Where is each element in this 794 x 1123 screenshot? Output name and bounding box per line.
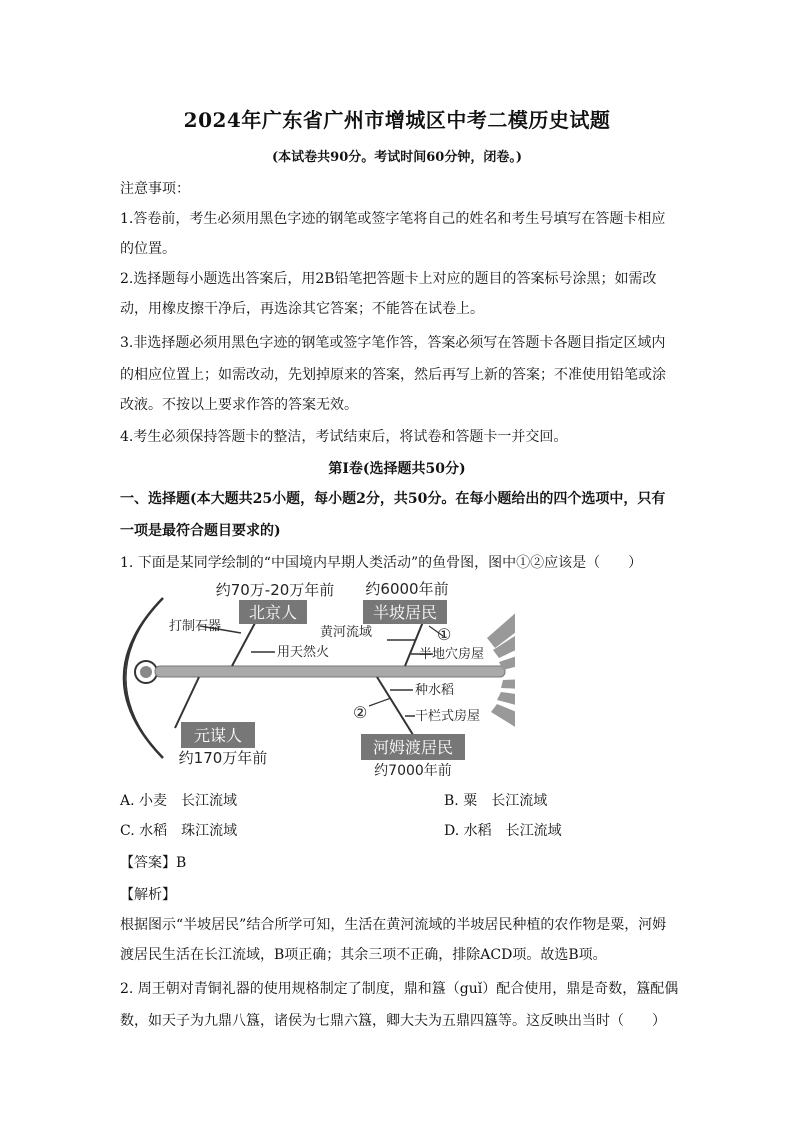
section-instruction: 一、选择题(本大题共25小题，每小题2分，共50分。在每小题给出的四个选项中，只有 — [120, 491, 666, 507]
beijing-fact-tools: 打制石器 — [169, 619, 222, 634]
tail-fin — [501, 678, 515, 690]
notice-heading: 注意事项： — [120, 181, 190, 197]
banpo-fact-region: 黄河流域 — [320, 625, 373, 640]
banpo-label: 半坡居民 — [372, 603, 438, 622]
option-a: A. 小麦 长江流域 — [120, 793, 238, 809]
bone-hemudu — [377, 677, 415, 738]
section-instruction: 一项是最符合题目要求的) — [120, 523, 281, 539]
notice-line: 改液。不按以上要求作答的答案无效。 — [120, 397, 358, 413]
marker-2: ② — [353, 703, 368, 722]
pointer-2 — [369, 698, 391, 706]
notice-line: 3.非选择题必须用黑色字迹的钢笔或签字笔作答，答案必须写在答题卡各题目指定区域内 — [120, 335, 666, 351]
option-c: C. 水稻 珠江流域 — [120, 823, 238, 839]
beijing-label: 北京人 — [248, 603, 298, 622]
beijing-fact-fire: 用天然火 — [277, 645, 330, 660]
beijing-time: 约70万-20万年前 — [215, 581, 335, 599]
banpo-fact-house: 半地穴房屋 — [419, 647, 485, 662]
answer-label: 【答案】B — [120, 855, 187, 871]
hemudu-time: 约7000年前 — [374, 763, 452, 779]
fishbone-diagram — [115, 578, 515, 780]
analysis-heading: 【解析】 — [120, 887, 176, 903]
option-b: B. 粟 长江流域 — [444, 793, 548, 809]
hemudu-fact-rice: 种水稻 — [415, 683, 455, 698]
notice-line: 的相应位置上；如需改动，先划掉原来的答案，然后再写上新的答案；不准使用铅笔或涂 — [120, 367, 666, 383]
marker-1: ① — [437, 625, 452, 644]
fish-eye-pupil — [140, 666, 152, 678]
notice-line: 1.答卷前，考生必须用黑色字迹的钢笔或签字笔将自己的姓名和考生号填写在答题卡相应 — [120, 211, 666, 227]
question-2-stem: 2. 周王朝对青铜礼器的使用规格制定了制度，鼎和簋（guǐ）配合使用，鼎是奇数，簋配偶 — [120, 981, 679, 997]
yuanmou-time: 约170万年前 — [178, 749, 268, 767]
question-2-stem: 数，如天子为九鼎八簋，诸侯为七鼎六簋，卿大夫为五鼎四簋等。这反映出当时（ ） — [120, 1013, 666, 1029]
bone-yuanmou — [175, 677, 199, 728]
notice-line: 动，用橡皮擦干净后，再选涂其它答案；不能答在试卷上。 — [120, 301, 484, 317]
hemudu-fact-house: 干栏式房屋 — [415, 709, 481, 724]
hemudu-label: 河姆渡居民 — [372, 738, 454, 757]
exam-subtitle: (本试卷共90分。考试时间60分钟，闭卷。) — [272, 150, 522, 165]
question-1-stem: 1. 下面是某同学绘制的“中国境内早期人类活动”的鱼骨图，图中①②应该是（ ） — [120, 555, 643, 571]
analysis-text: 根据图示“半坡居民”结合所学可知，生活在黄河流域的半坡居民种植的农作物是粟，河姆 — [120, 917, 667, 933]
tail-fin — [491, 704, 515, 738]
notice-line: 的位置。 — [120, 241, 176, 257]
notice-line: 4.考生必须保持答题卡的整洁，考试结束后，将试卷和答题卡一并交回。 — [120, 429, 568, 445]
yuanmou-label: 元谋人 — [193, 726, 243, 745]
fish-spine — [155, 666, 505, 677]
banpo-time: 约6000年前 — [365, 580, 449, 598]
page-title: 2024年广东省广州市增城区中考二模历史试题 — [183, 108, 611, 132]
notice-line: 2.选择题每小题选出答案后，用2B铅笔把答题卡上对应的题目的答案标号涂黑；如需改 — [120, 271, 657, 287]
analysis-text: 渡居民生活在长江流域，B项正确；其余三项不正确，排除ACD项。故选B项。 — [120, 947, 607, 963]
option-d: D. 水稻 长江流域 — [444, 823, 562, 839]
section-heading: 第Ⅰ卷(选择题共50分) — [328, 461, 466, 477]
